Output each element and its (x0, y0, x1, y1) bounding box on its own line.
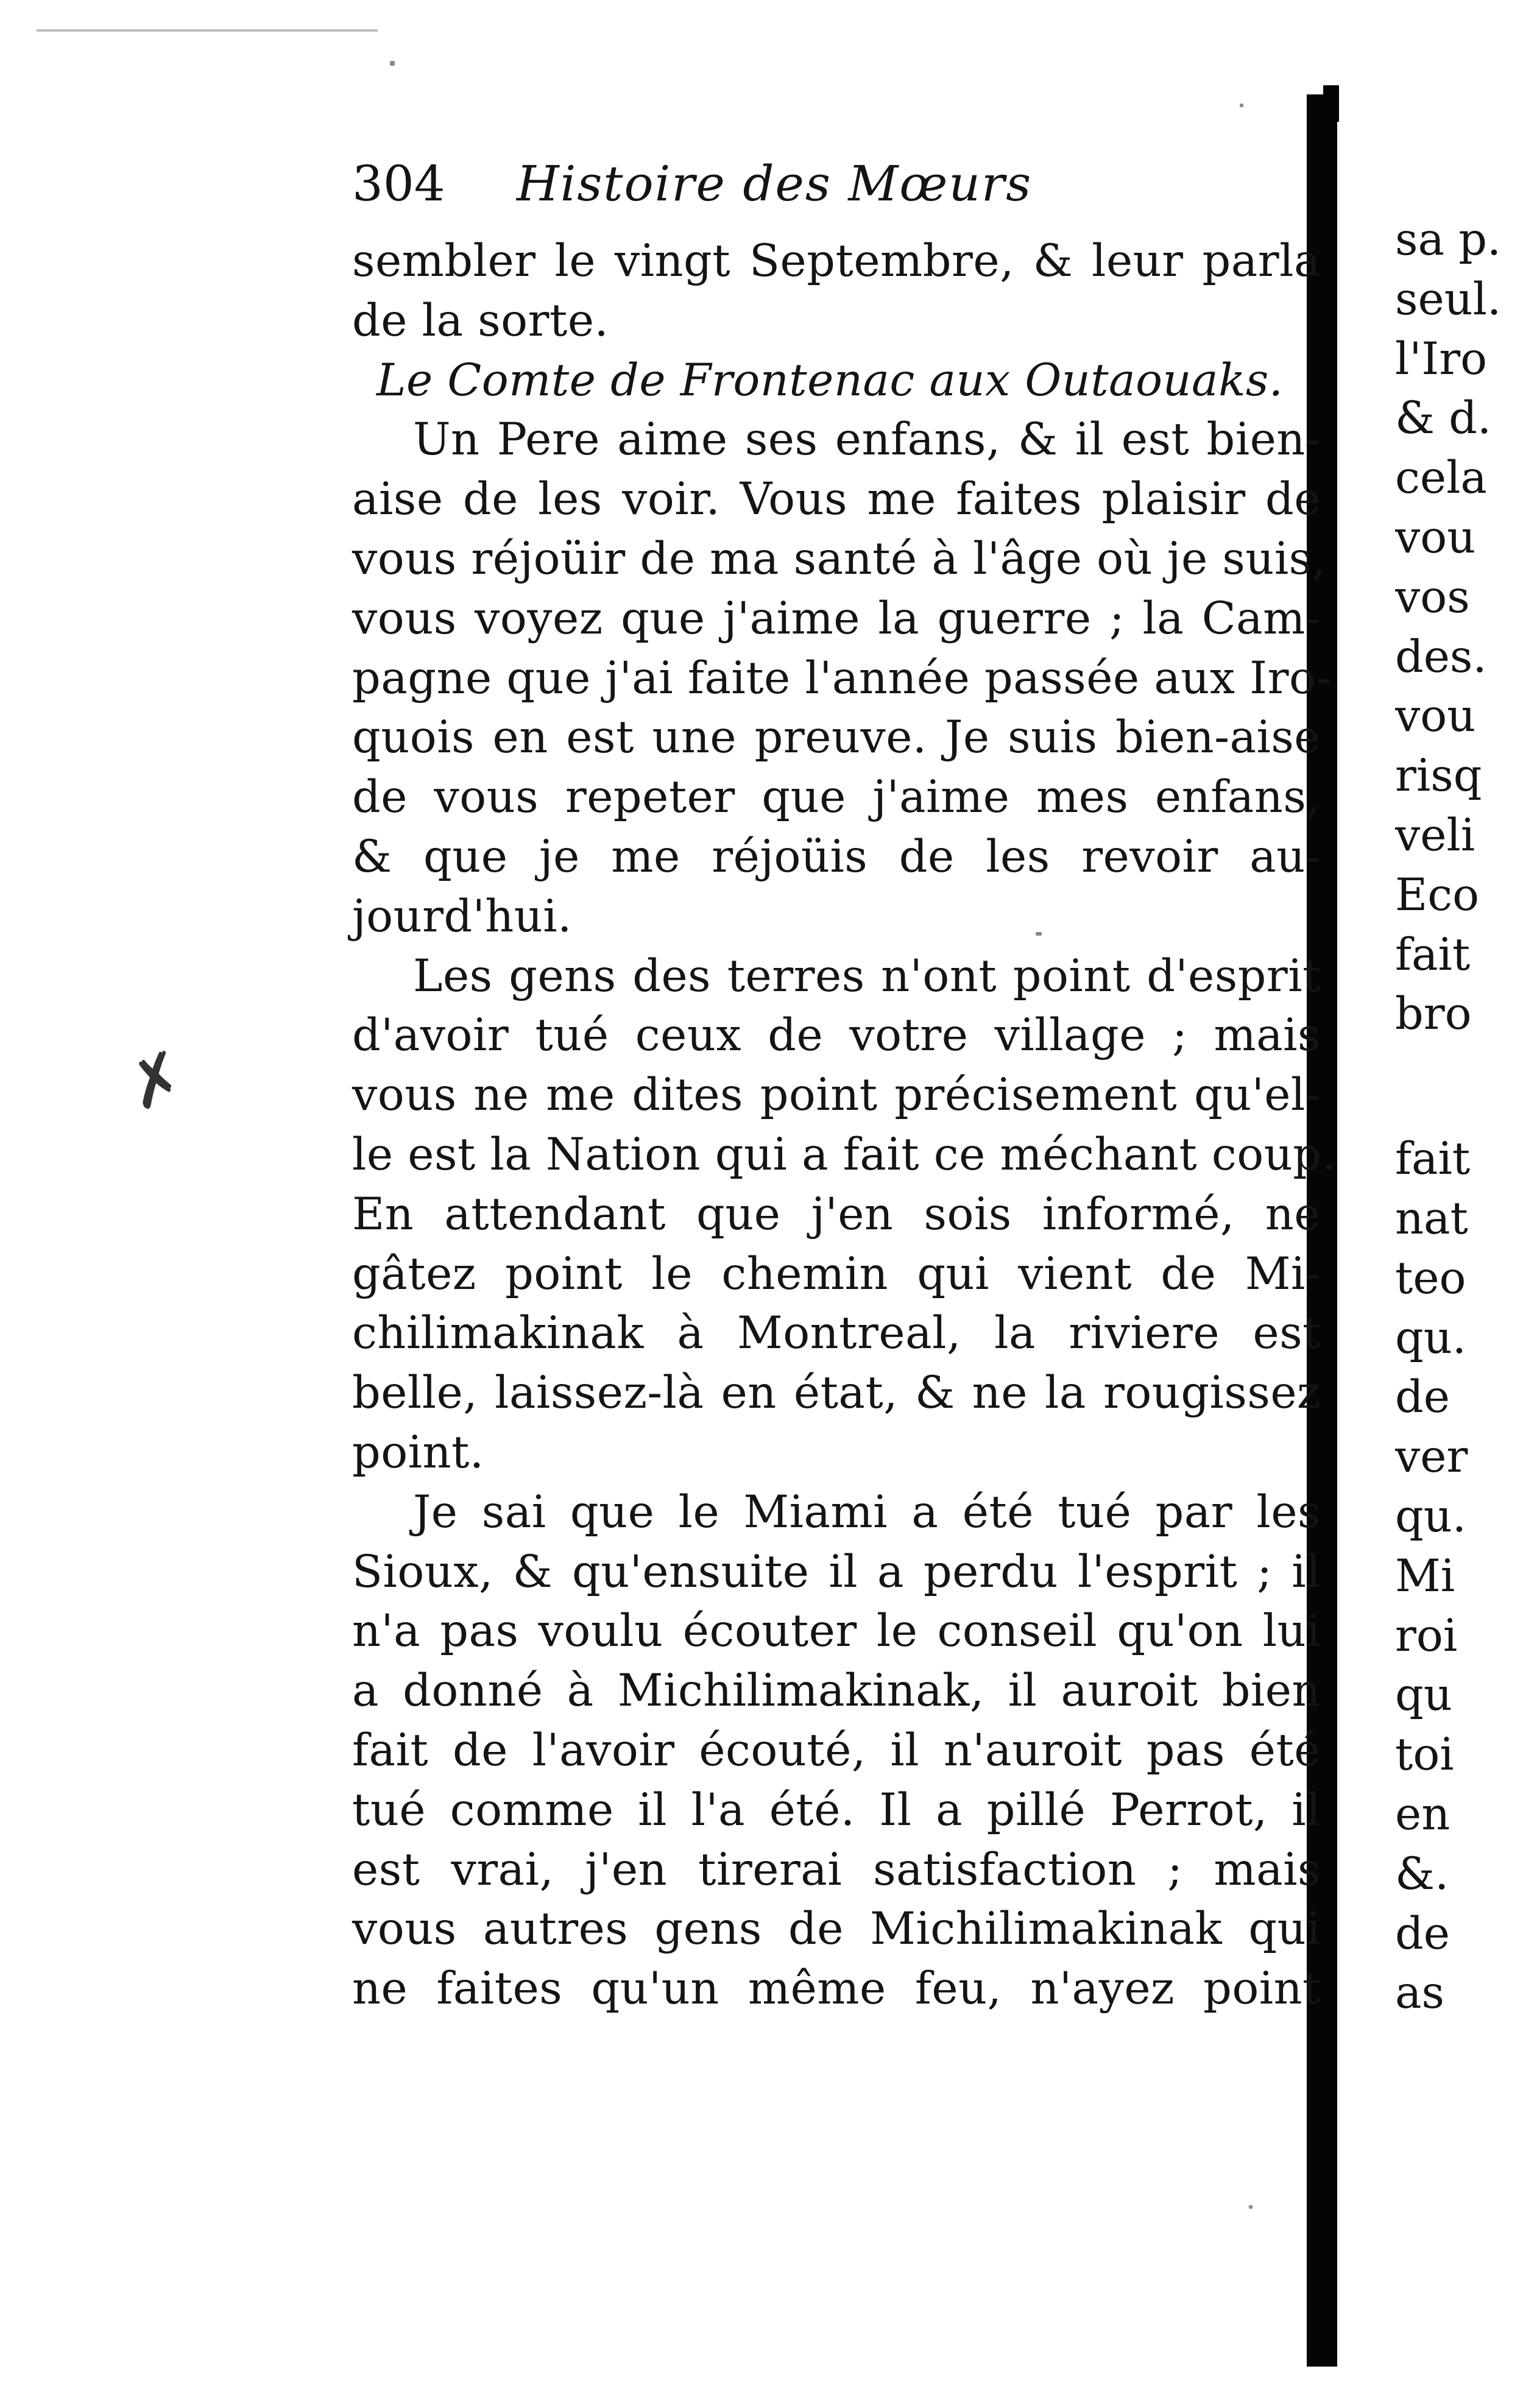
facing-fragment: nat (1395, 1192, 1468, 1245)
facing-fragment: & d. (1395, 392, 1492, 445)
page-edge-rule (37, 29, 378, 32)
facing-fragment: veli (1395, 809, 1475, 861)
text-line: & que je me réjoüis de les revoir au- (352, 830, 1321, 883)
facing-fragment: qu. (1395, 1312, 1466, 1364)
text-line: quois en est une preuve. Je suis bien-aise (352, 711, 1321, 764)
facing-fragment: fait (1395, 1133, 1471, 1185)
facing-fragment: vos (1395, 571, 1470, 623)
text-line: Les gens des terres n'ont point d'esprit (413, 950, 1321, 1002)
facing-fragment: fait (1395, 928, 1471, 981)
body-text (352, 231, 1337, 2019)
running-head (352, 155, 1327, 228)
text-line: vous ne me dites point précisement qu'el- (352, 1069, 1321, 1121)
facing-fragment: risq (1395, 750, 1482, 802)
facing-fragment: qu. (1395, 1490, 1466, 1542)
text-line: a donné à Michilimakinak, il auroit bien (352, 1665, 1321, 1717)
text-line: jourd'hui. (352, 890, 572, 942)
text-line: n'a pas voulu écouter le conseil qu'on lui (352, 1605, 1321, 1658)
running-title: Histoire des Mœurs (517, 155, 1033, 212)
facing-page-fragments (1395, 210, 1517, 2023)
facing-fragment: bro (1395, 988, 1472, 1040)
facing-fragment: l'Iro (1395, 333, 1488, 385)
text-line: est vrai, j'en tirerai satisfaction ; mais (352, 1843, 1321, 1896)
facing-fragment: des. (1395, 630, 1487, 683)
text-line: fait de l'avoir écouté, il n'auroit pas été (352, 1724, 1321, 1776)
facing-fragment: en (1395, 1788, 1451, 1840)
margin-annotation-mark: ✗ (116, 1034, 196, 1127)
facing-fragment: Eco (1395, 869, 1480, 921)
facing-fragment: de (1395, 1371, 1450, 1424)
book-page (352, 155, 1337, 2019)
text-line: belle, laissez-là en état, & ne la rougissez (352, 1367, 1321, 1419)
facing-gap (1395, 1044, 1517, 1129)
letter-heading: Le Comte de Frontenac aux Outaouaks. (376, 354, 1284, 406)
text-line: point. (352, 1426, 484, 1478)
text-line: vous réjoüir de ma santé à l'âge où je suis, (352, 532, 1327, 585)
page-number: 304 (352, 155, 445, 212)
text-line: d'avoir tué ceux de votre village ; mais (352, 1009, 1321, 1062)
text-line: Sioux, & qu'ensuite il a perdu l'esprit ; il (352, 1545, 1321, 1598)
text-line: Je sai que le Miami a été tué par les (413, 1486, 1321, 1538)
text-line: vous autres gens de Michilimakinak qui (352, 1903, 1321, 1955)
text-line: tué comme il l'a été. Il a pillé Perrot, il (352, 1784, 1321, 1836)
text-line: ne faites qu'un même feu, n'ayez point (352, 1963, 1321, 2015)
facing-fragment: qu (1395, 1669, 1452, 1721)
facing-fragment: teo (1395, 1252, 1466, 1304)
text-line: chilimakinak à Montreal, la riviere est (352, 1307, 1321, 1360)
facing-fragment: ver (1395, 1431, 1468, 1483)
paper-speck (1240, 104, 1243, 107)
text-line: le est la Nation qui a fait ce méchant coup. (352, 1128, 1337, 1181)
facing-fragment: as (1395, 1967, 1444, 2019)
facing-fragment: cela (1395, 452, 1487, 504)
text-line: Un Pere aime ses enfans, & il est bien- (413, 414, 1321, 466)
text-line: de vous repeter que j'aime mes enfans, (352, 771, 1321, 824)
text-line: sembler le vingt Septembre, & leur parla (352, 235, 1321, 287)
text-line: gâtez point le chemin qui vient de Mi- (352, 1248, 1321, 1300)
text-line: vous voyez que j'aime la guerre ; la Cam- (352, 592, 1321, 644)
facing-fragment: Mi (1395, 1550, 1455, 1602)
facing-fragment: &. (1395, 1848, 1449, 1900)
text-line: En attendant que j'en sois informé, ne (352, 1188, 1321, 1240)
paper-speck (1249, 2205, 1253, 2209)
paper-speck (390, 61, 395, 66)
text-line: pagne que j'ai faite l'année passée aux Iro- (352, 652, 1332, 704)
facing-fragment: toi (1395, 1729, 1454, 1781)
facing-fragment: vou (1395, 690, 1476, 743)
text-line: aise de les voir. Vous me faites plaisir de (352, 473, 1321, 526)
facing-fragment: sa p. (1395, 214, 1502, 266)
text-line: de la sorte. (352, 294, 609, 347)
facing-fragment: seul. (1395, 273, 1502, 325)
facing-fragment: vou (1395, 511, 1476, 563)
facing-fragment: de (1395, 1907, 1450, 1960)
facing-fragment: roi (1395, 1609, 1458, 1662)
